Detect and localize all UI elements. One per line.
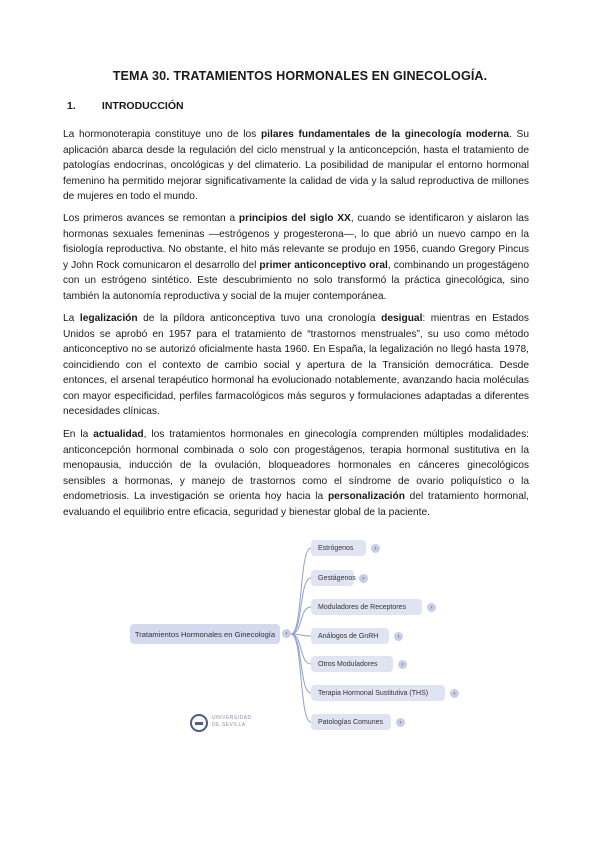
mind-map-node[interactable]: Moduladores de Receptores [311, 599, 422, 615]
mind-map-root[interactable] [130, 624, 280, 644]
bold-phrase: desigual [381, 313, 423, 324]
bold-phrase: actualidad [93, 429, 144, 440]
expand-icon[interactable]: › [359, 574, 368, 583]
text-run: La [63, 313, 80, 324]
mind-map-node[interactable]: Otros Moduladores [311, 656, 393, 672]
bold-phrase: pilares fundamentales de la ginecología moderna [260, 129, 510, 140]
text-run: : mientras en Estados Unidos se aprobó en 1957 para el tratamiento de “trastornos menstruales”, su uso como método anticonceptivo no se autorizó oficialmente hasta 1960. En España, la legalización no llegó hasta 1978, coincidiendo con el contexto de cambio social y apertura de la Transición democrática. Desde entonces, el arsenal terapéutico hormonal ha evolucionado notablemente, avanzando hacia moléculas con mayor especificidad, perfiles farmacológicos más seguros y formulaciones adaptadas a diferentes necesidades clínicas. [63, 313, 529, 417]
bold-phrase: legalización [79, 313, 138, 324]
text-run: del tratamiento hormonal, evaluando el equilibrio entre eficacia, seguridad y bienestar global de la paciente. [63, 491, 529, 518]
university-logo [190, 712, 270, 736]
expand-icon[interactable]: › [396, 718, 405, 727]
logo-line-2: DE SEVILLA [212, 722, 246, 728]
text-run: La hormonoterapia constituye uno de los [63, 129, 261, 140]
collapse-icon[interactable]: ‹ [282, 629, 291, 638]
expand-icon[interactable]: › [371, 544, 380, 553]
text-run: . Su aplicación abarca desde la regulación del ciclo menstrual y la anticoncepción, hasta el tratamiento de patologías endocrinas, oncológicas y del climaterio. La posibilidad de manipular el entorno hormonal femenino ha permitido mejorar significativamente la calidad de vida y la salud reproductiva de millones de mujeres en todo el mundo. [63, 129, 530, 202]
university-seal-icon [190, 714, 208, 732]
logo-text [212, 715, 252, 729]
mind-map-node[interactable]: Análogos de GnRH [311, 628, 389, 644]
text-run: , los tratamientos hormonales en ginecología comprenden múltiples modalidades: anticoncepción hormonal combinada o solo con progestágenos, terapia hormonal sustitutiva en la menopausia, inducción de la ovulación, bloqueadores hormonales en cánceres ginecológicos sensibles a hormonas, y manejo de trastornos como el síndrome de ovario poliquístico o la endometriosis. La investigación se orienta hoy hacia la [63, 429, 529, 502]
text-run: En la [63, 429, 94, 440]
text-run: , cuando se identificaron y aislaron las hormonas sexuales femeninas —estrógenos y progesterona—, lo que abrió un nuevo campo en la fisiología reproductiva. No obstante, el hito más relevante se produjo en 1956, cuando Gregory Pincus y John Rock comunicaron el desarrollo del [63, 213, 529, 271]
paragraph [63, 427, 529, 520]
page-title: TEMA 30. TRATAMIENTOS HORMONALES EN GINECOLOGÍA. [112, 69, 488, 83]
text-run: de la píldora anticonceptiva tuvo una cronología [137, 313, 382, 324]
section-heading [67, 100, 184, 112]
connector-line [291, 634, 311, 664]
bold-phrase: principios del siglo XX [238, 213, 351, 224]
text-run: , combinando un progestágeno con un estrógeno sintético. Este descubrimiento no solo transformó la práctica ginecológica, sino también la autonomía reproductiva y social de la mujer contemporánea. [63, 259, 529, 302]
section-number: 1. [67, 100, 76, 112]
paragraph [63, 127, 529, 205]
mind-map [0, 530, 600, 750]
mind-map-node[interactable]: Estrógenos [311, 540, 366, 556]
connector-line [291, 607, 311, 634]
bold-phrase: primer anticonceptivo oral [259, 259, 388, 271]
text-run: Los primeros avances se remontan a [63, 213, 239, 224]
mind-map-node[interactable]: Terapia Hormonal Sustitutiva (THS) [311, 685, 445, 701]
expand-icon[interactable]: › [394, 632, 403, 641]
logo-line-1: UNIVERSIDAD [212, 715, 252, 721]
paragraph [63, 211, 529, 304]
mind-map-root-label: Tratamientos Hormonales en Ginecología [134, 629, 276, 639]
expand-icon[interactable]: › [398, 660, 407, 669]
expand-icon[interactable]: › [427, 603, 436, 612]
mind-map-node[interactable]: Gestágenos [311, 570, 354, 586]
section-title: INTRODUCCIÓN [101, 100, 184, 112]
mind-map-node[interactable]: Patologías Comunes [311, 714, 391, 730]
paragraph [63, 311, 529, 420]
expand-icon[interactable]: › [450, 689, 459, 698]
bold-phrase: personalización [327, 491, 405, 502]
mind-map-connectors [0, 530, 600, 750]
